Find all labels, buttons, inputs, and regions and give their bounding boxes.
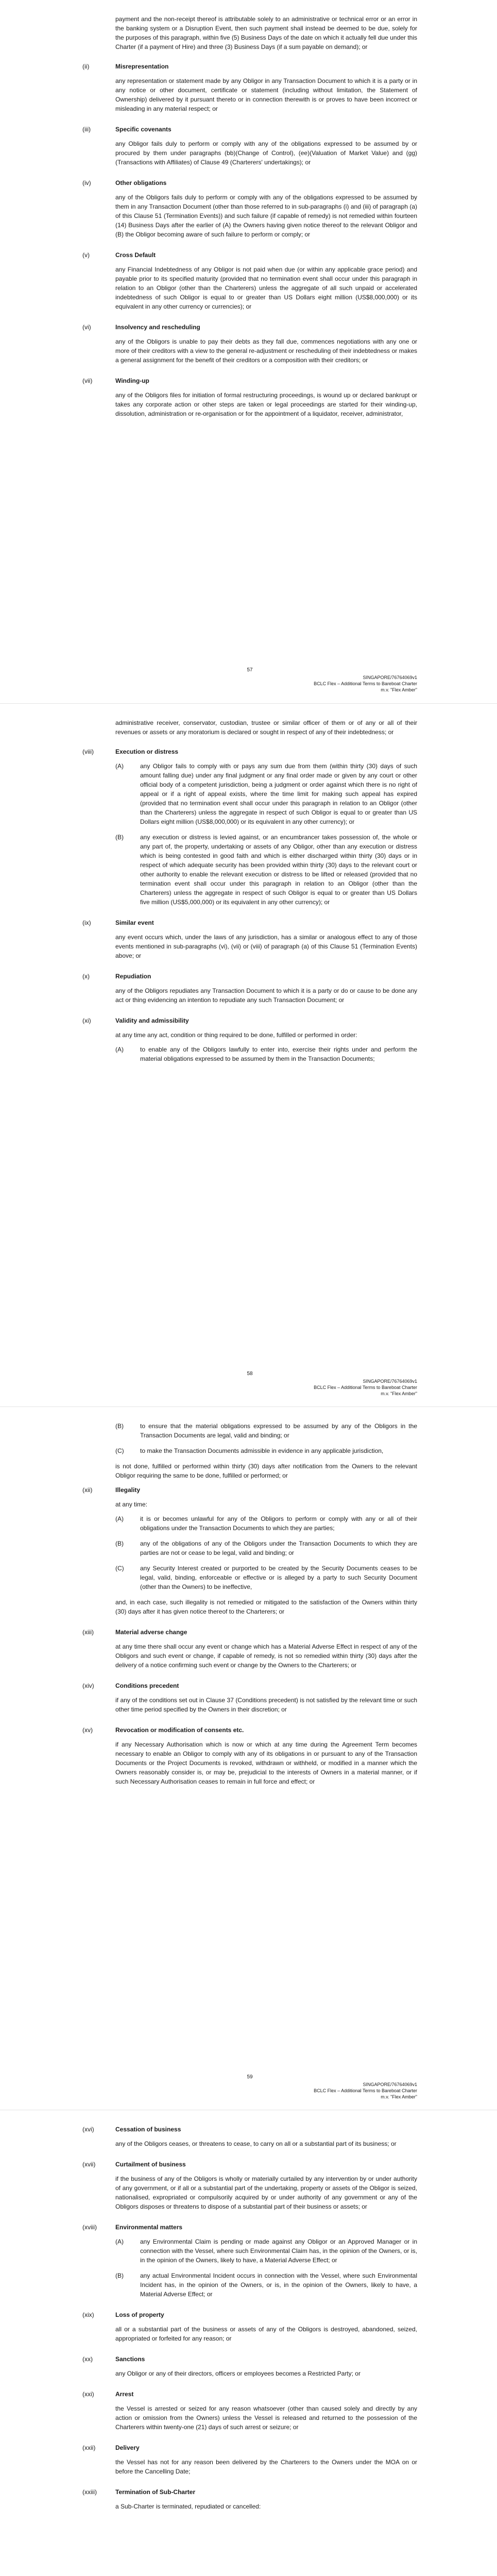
clause-heading: Execution or distress <box>115 748 179 755</box>
clause <box>82 2443 417 2476</box>
clause-body: any representation or statement made by any Obligor in any Transaction Document to which it is a party or in any notice or other document, certificate or statement (including without limitation, the Statement of Ownership) delivered by it pursuant thereto or in connection therewith is or proves to have been incorrect or misleading in any material respect; or <box>115 77 417 112</box>
clause-heading: Cessation of business <box>115 2126 181 2133</box>
clause-body: any of the Obligors ceases, or threatens to cease, to carry on all or a substantial part of its business; or <box>115 2140 397 2147</box>
sub-paragraph <box>115 1564 417 1591</box>
clause-number: (iv) <box>82 179 91 187</box>
clause-number: (xxi) <box>82 2391 94 2398</box>
sub-paragraph <box>115 2271 417 2299</box>
page <box>0 0 497 703</box>
clause <box>82 323 417 365</box>
sub-paragraph-label: (A) <box>115 2238 124 2245</box>
clause-body: at any time: <box>115 1501 148 1508</box>
clause-heading: Insolvency and rescheduling <box>115 324 200 331</box>
page-number: 58 <box>247 1371 253 1377</box>
clause-body: any of the Obligors is unable to pay their debts as they fall due, commences negotiations with any one or more of their creditors with a view to the general re-adjustment or rescheduling of their indebtedness or makes a general assignment for the benefit of their creditors or a composition with their creditors; or <box>115 338 417 364</box>
clause <box>82 178 417 239</box>
clause-heading: Arrest <box>115 2391 134 2398</box>
clause <box>82 250 417 311</box>
clause-body: if any Necessary Authorisation which is now or which at any time during the Agreement Term becomes necessary to enable an Obligor to comply with any of its obligations in or pursuant to any of the Transaction Documents or the Project Documents is revoked, withdrawn or withheld, or modified in a manner which the Owners reasonably consider is, or may be, prejudicial to the interests of Owners in a material manner, or if such Necessary Authorisation ceases to remain in full force and effect; or <box>115 1741 417 1785</box>
clause-body: the Vessel is arrested or seized for any reason whatsoever (other than caused solely and directly by any action or omission from the Owners) unless the Vessel is released and returned to the possession of the Charterers within twenty-one (21) days of such arrest or seizure; or <box>115 2405 417 2431</box>
clause-heading: Misrepresentation <box>115 63 169 70</box>
clause-body: any event occurs which, under the laws of any jurisdiction, has a similar or analogous effect to any of those events mentioned in sub-paragraphs (vi), (vii) or (viii) of paragraph (a) of this Clause 51 (Termination Events) above; or <box>115 934 417 959</box>
footer-reference: SINGAPORE/76764069v1 <box>363 1379 417 1384</box>
clause-heading: Sanctions <box>115 2355 145 2363</box>
sub-paragraph-text: to make the Transaction Documents admissible in evidence in any applicable jurisdiction, <box>140 1447 384 1454</box>
clause-number: (ix) <box>82 919 91 926</box>
clause-body: any Obligor or any of their directors, officers or employees becomes a Restricted Party; or <box>115 2370 361 2377</box>
clause-body: all or a substantial part of the business or assets of any of the Obligors is destroyed, abandoned, seized, appropriated or forfeited for any reason; or <box>115 2326 417 2342</box>
clause-number: (xx) <box>82 2355 93 2363</box>
footer-vessel: m.v. "Flex Amber" <box>381 687 417 692</box>
footer-vessel: m.v. "Flex Amber" <box>381 1391 417 1396</box>
sub-paragraph-text: any Security Interest created or purported to be created by the Security Documents ceases to be legal, valid, binding, enforceable or effective or is alleged by a party to such Security Document (other than the Owners) to be ineffective, <box>140 1565 417 1590</box>
clause-number: (iii) <box>82 126 91 133</box>
clause-heading: Other obligations <box>115 179 167 187</box>
footer-title: BCLC Flex – Additional Terms to Bareboat Charter <box>314 681 417 686</box>
clause-body: if any of the conditions set out in Clause 37 (Conditions precedent) is not satisfied by the relevant time or such other time period specified by the Owners in their discretion; or <box>115 1697 417 1713</box>
page-number: 57 <box>247 667 253 673</box>
clause-number: (xvi) <box>82 2126 94 2133</box>
clause-number: (vi) <box>82 324 91 331</box>
clause-body: any Financial Indebtedness of any Obligor is not paid when due (or within any applicable grace period) and payable prior to its specified maturity (provided that no termination event shall occur under this paragraph in relation to an Obligor (other than the Charterers) unless the aggregate of all such unpaid or accelerated indebtedness of such Obligor is equal to or greater than US Dollars eight million (US$8,000,000) or its equivalent in any other currency or currencies); or <box>115 266 417 310</box>
clause <box>82 62 417 113</box>
clause-heading: Termination of Sub-Charter <box>115 2488 196 2496</box>
clause-body: any of the Obligors repudiates any Transaction Document to which it is a party or do or cause to be done any act or thing evidencing an intention to repudiate any such Transaction Document; or <box>115 987 417 1004</box>
clause-trailing-text: and, in each case, such illegality is not remedied or mitigated to the satisfaction of the Owners within thirty (30) days after it has given notice thereof to the Charterers; or <box>115 1599 417 1615</box>
clause <box>82 1628 417 1670</box>
page-footer <box>82 2074 417 2100</box>
clause-number: (xv) <box>82 1726 93 1734</box>
sub-paragraph-text: any Environmental Claim is pending or made against any Obligor or an Approved Manager or in connection with the Vessel, where such Environmental Claim has, in the opinion of the Owners, or is, in the opinion of the Owners, likely to have, a Material Adverse Effect; or <box>140 2238 417 2264</box>
clause-heading: Conditions precedent <box>115 1682 179 1689</box>
clause-number: (xiv) <box>82 1682 94 1689</box>
clause-number: (xviii) <box>82 2224 97 2231</box>
clause-heading: Winding-up <box>115 377 149 384</box>
sub-paragraph <box>115 1514 417 1533</box>
clause <box>82 1485 417 1616</box>
clause <box>82 2354 417 2378</box>
sub-paragraph-label: (A) <box>115 762 124 770</box>
page <box>0 1406 497 2110</box>
clause <box>82 2223 417 2299</box>
clause-body: if the business of any of the Obligors is wholly or materially curtailed by any intervention by or under authority of any government, or if all or a substantial part of the undertaking, property or assets of the Obligor is seized, nationalised, expropriated or compulsorily acquired by or under authority of any government or any of the Obligors disposes or threatens to dispose of a substantial part of their business or assets; or <box>115 2175 417 2210</box>
clause-heading: Repudiation <box>115 973 151 980</box>
clause-number: (xxii) <box>82 2444 96 2451</box>
clause-body: the Vessel has not for any reason been delivered by the Charterers to the Owners under the MOA on or before the Cancelling Date; <box>115 2459 417 2475</box>
footer-vessel: m.v. "Flex Amber" <box>381 2094 417 2099</box>
clause <box>82 1681 417 1714</box>
page <box>0 2110 497 2576</box>
sub-paragraph-text: any Obligor fails to comply with or pays any sum due from them (within thirty (30) days of such amount falling due) under any final judgment or any final order made or given by any court or other official body of a competent jurisdiction, being a judgment or order against which there is no right of appeal or if a right of appeal exists, where the time limit for making such appeal has expired (provided that no termination event shall occur under this paragraph in relation to an Obligor (other than the Charterers) unless the aggregate in respect of such Obligor is equal to or greater than US Dollars eight million (US$8,000,000) or its equivalent in any other currency); or <box>140 762 417 825</box>
clause-heading: Loss of property <box>115 2311 164 2318</box>
sub-paragraph-label: (B) <box>115 2272 124 2279</box>
clause-number: (viii) <box>82 748 94 755</box>
clause-body: any Obligor fails duly to perform or comply with any of the obligations expressed to be assumed by or procured by them under paragraphs (bb)(Change of Control), (ee)(Valuation of Market Value) and (gg)(Transactions with Affiliates) of Clause 49 (Charterers' undertakings); or <box>115 140 417 166</box>
clause <box>82 125 417 167</box>
clause-heading: Curtailment of business <box>115 2161 186 2168</box>
page-number: 59 <box>247 2074 253 2080</box>
sub-paragraph-text: it is or becomes unlawful for any of the Obligors to perform or comply with any or all of their obligations under the Transaction Documents to which they are parties; <box>140 1515 417 1532</box>
sub-paragraph <box>115 1539 417 1557</box>
footer-reference: SINGAPORE/76764069v1 <box>363 2082 417 2087</box>
footer-reference: SINGAPORE/76764069v1 <box>363 675 417 680</box>
page <box>0 703 497 1406</box>
sub-paragraph-label: (B) <box>115 1422 124 1430</box>
clause-heading: Specific covenants <box>115 126 172 133</box>
clause-number: (ii) <box>82 63 90 70</box>
clause-heading: Material adverse change <box>115 1629 187 1636</box>
footer-title: BCLC Flex – Additional Terms to Bareboat Charter <box>314 1385 417 1390</box>
sub-paragraph-text: any execution or distress is levied against, or an encumbrancer takes possession of, the whole or any part of, the property, undertaking or assets of any Obligor, other than any execution or distress which is being contested in good faith and which is either discharged within thirty (30) days or in respect of which adequate security has been provided within thirty (30) days to the relevant court or other authority to enable the relevant execution or distress to be lifted or released (provided that no termination event shall occur under this paragraph in relation to an Obligor (other than the Charterers) unless the aggregate in respect of such Obligor is equal to or greater than US Dollars five million (US$5,000,000) or its equivalent in any other currency); or <box>140 834 417 906</box>
clause-body: any of the Obligors fails duly to perform or comply with any of the obligations expressed to be assumed by them in any Transaction Document (other than those referred to in sub-paragraphs (i) and (iii) of paragraph (a) of this Clause 51 (Termination Events)) and such failure (if capable of remedy) is not remedied within fourteen (14) Business Days after the earlier of (A) the Owners having given notice thereof to the relevant Obligor and (B) the Obligor becoming aware of such failure to perform or comply; or <box>115 194 417 238</box>
sub-paragraph <box>115 833 417 907</box>
sub-paragraph-text: to ensure that the material obligations expressed to be assumed by any of the Obligors in the Transaction Documents are legal, valid and binding; or <box>140 1422 417 1439</box>
clause <box>82 2160 417 2211</box>
clause <box>82 376 417 418</box>
clause <box>82 2125 417 2148</box>
clause-number: (xix) <box>82 2311 94 2318</box>
clause-number: (v) <box>82 251 90 259</box>
clause <box>82 1016 417 1063</box>
clause-number: (xi) <box>82 1017 91 1024</box>
clause <box>82 2389 417 2432</box>
page-footer <box>82 1371 417 1397</box>
sub-paragraph-label: (B) <box>115 1540 124 1547</box>
page-content <box>82 718 417 1075</box>
clause-heading: Illegality <box>115 1486 141 1494</box>
page-footer <box>82 667 417 693</box>
clause <box>82 2487 417 2511</box>
clause <box>82 918 417 960</box>
footer-title: BCLC Flex – Additional Terms to Bareboat Charter <box>314 2088 417 2093</box>
clause-number: (xiii) <box>82 1629 94 1636</box>
trailing-text: is not done, fulfilled or performed within thirty (30) days after notification from the Owners to the relevant Obligor requiring the same to be done, fulfilled or performed; or <box>115 1463 417 1479</box>
sub-paragraph-text: to enable any of the Obligors lawfully to enter into, exercise their rights under and perform the material obligations expressed to be assumed by them in the Transaction Documents; <box>140 1046 417 1062</box>
clause-heading: Delivery <box>115 2444 140 2451</box>
clause-number: (vii) <box>82 377 93 384</box>
clause <box>82 972 417 1005</box>
clause-heading: Cross Default <box>115 251 156 259</box>
sub-paragraph-text: any of the obligations of any of the Obligors under the Transaction Documents to which they are parties are not or cease to be legal, valid and binding; or <box>140 1540 417 1556</box>
clause-number: (xvii) <box>82 2161 96 2168</box>
clause-number: (xxiii) <box>82 2488 97 2496</box>
sub-paragraph-label: (B) <box>115 834 124 841</box>
continuation-text: administrative receiver, conservator, custodian, trustee or similar officer of them or of any or all of their revenues or assets or any moratorium is declared or sought in respect of any of their indebtedness; or <box>115 719 417 736</box>
page-content <box>82 1421 417 1798</box>
sub-paragraph-label: (C) <box>115 1565 124 1572</box>
page-content <box>82 2125 417 2522</box>
sub-paragraph-text: any actual Environmental Incident occurs in connection with the Vessel, where such Environmental Incident has, in the opinion of the Owners, or is, in the opinion of the Owners, likely to have, a Material Adverse Effect; or <box>140 2272 417 2298</box>
sub-paragraph <box>115 1446 417 1455</box>
clause-body: a Sub-Charter is terminated, repudiated or cancelled: <box>115 2503 261 2510</box>
clause-heading: Similar event <box>115 919 154 926</box>
sub-paragraph-label: (C) <box>115 1447 124 1454</box>
clause-heading: Validity and admissibility <box>115 1017 189 1024</box>
clause-heading: Revocation or modification of consents etc. <box>115 1726 244 1734</box>
clause-body: any of the Obligors files for initiation of formal restructuring proceedings, is wound up or declared bankrupt or takes any corporate action or other steps are taken or legal proceedings are started for their winding-up, dissolution, administration or re-organisation or for the appointment of a liquidator, receiver, administrator, <box>115 392 417 417</box>
sub-paragraph <box>115 761 417 826</box>
sub-paragraph <box>115 1421 417 1440</box>
page-content <box>82 14 417 430</box>
continuation-text: payment and the non-receipt thereof is attributable solely to an administrative or technical error or an error in the banking system or a Disruption Event, then such payment shall instead be deemed to be due, solely for the purposes of this paragraph, within five (5) Business Days of the date on which it actually fell due under this Charter (if a payment of Hire) and three (3) Business Days (if a sum payable on demand); or <box>115 15 417 50</box>
clause-heading: Environmental matters <box>115 2224 183 2231</box>
clause-number: (x) <box>82 973 90 980</box>
clause-number: (xii) <box>82 1486 93 1494</box>
clause <box>82 1725 417 1786</box>
clause <box>82 2310 417 2343</box>
sub-paragraph <box>115 1045 417 1063</box>
sub-paragraph <box>115 2237 417 2265</box>
clause-body: at any time there shall occur any event or change which has a Material Adverse Effect in respect of any of the Obligors and such event or change, if capable of remedy, is not so remedied within thirty (30) days after the delivery of a notice confirming such event or change by the Owners to the Charterers; or <box>115 1643 417 1669</box>
clause <box>82 747 417 907</box>
sub-paragraph-label: (A) <box>115 1046 124 1053</box>
sub-paragraph-label: (A) <box>115 1515 124 1522</box>
clause-body: at any time any act, condition or thing required to be done, fulfilled or performed in order: <box>115 1031 357 1039</box>
